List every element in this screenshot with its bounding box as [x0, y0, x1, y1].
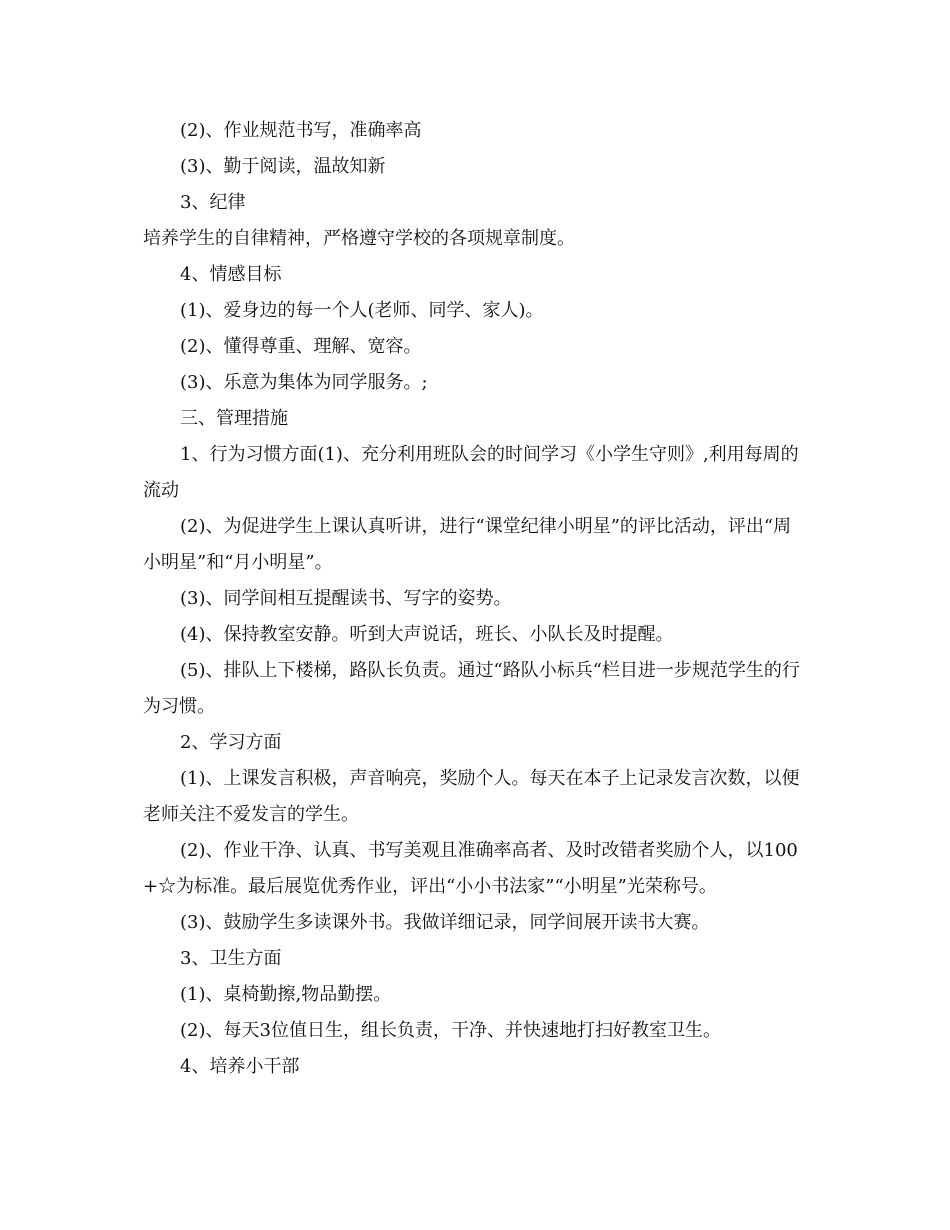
section-heading-discipline: 3、纪律: [180, 192, 246, 213]
paragraph-emotion-2: (2)、懂得尊重、理解、宽容。: [180, 336, 422, 357]
paragraph-behavior-3: (3)、同学间相互提醒读书、写字的姿势。: [180, 588, 512, 609]
paragraph-2: (3)、勤于阅读，温故知新: [180, 156, 386, 177]
section-heading-hygiene: 3、卫生方面: [180, 948, 282, 969]
paragraph-hygiene-1: (1)、桌椅勤擦,物品勤摆。: [180, 984, 392, 1005]
document-body: [143, 113, 808, 1085]
paragraph-behavior-1: 1、行为习惯方面(1)、充分利用班队会的时间学习《小学生守则》,利用每周的流动: [143, 444, 799, 501]
paragraph-hygiene-2: (2)、每天3位值日生，组长负责，干净、并快速地打扫好教室卫生。: [180, 1020, 721, 1041]
paragraph-emotion-3: (3)、乐意为集体为同学服务。;: [180, 372, 428, 393]
paragraph-discipline: 培养学生的自律精神，严格遵守学校的各项规章制度。: [143, 228, 575, 249]
section-heading-emotion: 4、情感目标: [180, 264, 282, 285]
section-heading-measures: 三、管理措施: [180, 408, 288, 429]
section-heading-study: 2、学习方面: [180, 732, 282, 753]
paragraph-study-3: (3)、鼓励学生多读课外书。我做详细记录，同学间展开读书大赛。: [180, 912, 710, 933]
paragraph-emotion-1: (1)、爱身边的每一个人(老师、同学、家人)。: [180, 300, 544, 321]
section-heading-cadres: 4、培养小干部: [180, 1056, 300, 1077]
paragraph-behavior-5: (5)、排队上下楼梯，路队长负责。通过“路队小标兵“栏目进一步规范学生的行为习惯。: [143, 660, 800, 717]
paragraph-behavior-4: (4)、保持教室安静。听到大声说话，班长、小队长及时提醒。: [180, 624, 674, 645]
paragraph-study-1: (1)、上课发言积极，声音响亮，奖励个人。每天在本子上记录发言次数，以便老师关注不爱发言的学生。: [143, 768, 800, 825]
paragraph-study-2: (2)、作业干净、认真、书写美观且准确率高者、及时改错者奖励个人，以100+☆为标准。最后展览优秀作业，评出“小小书法家”“小明星”光荣称号。: [143, 840, 798, 897]
paragraph-1: (2)、作业规范书写，准确率高: [180, 120, 422, 141]
paragraph-behavior-2: (2)、为促进学生上课认真听讲，进行“课堂纪律小明星”的评比活动，评出“周小明星”和“月小明星”。: [143, 516, 792, 573]
